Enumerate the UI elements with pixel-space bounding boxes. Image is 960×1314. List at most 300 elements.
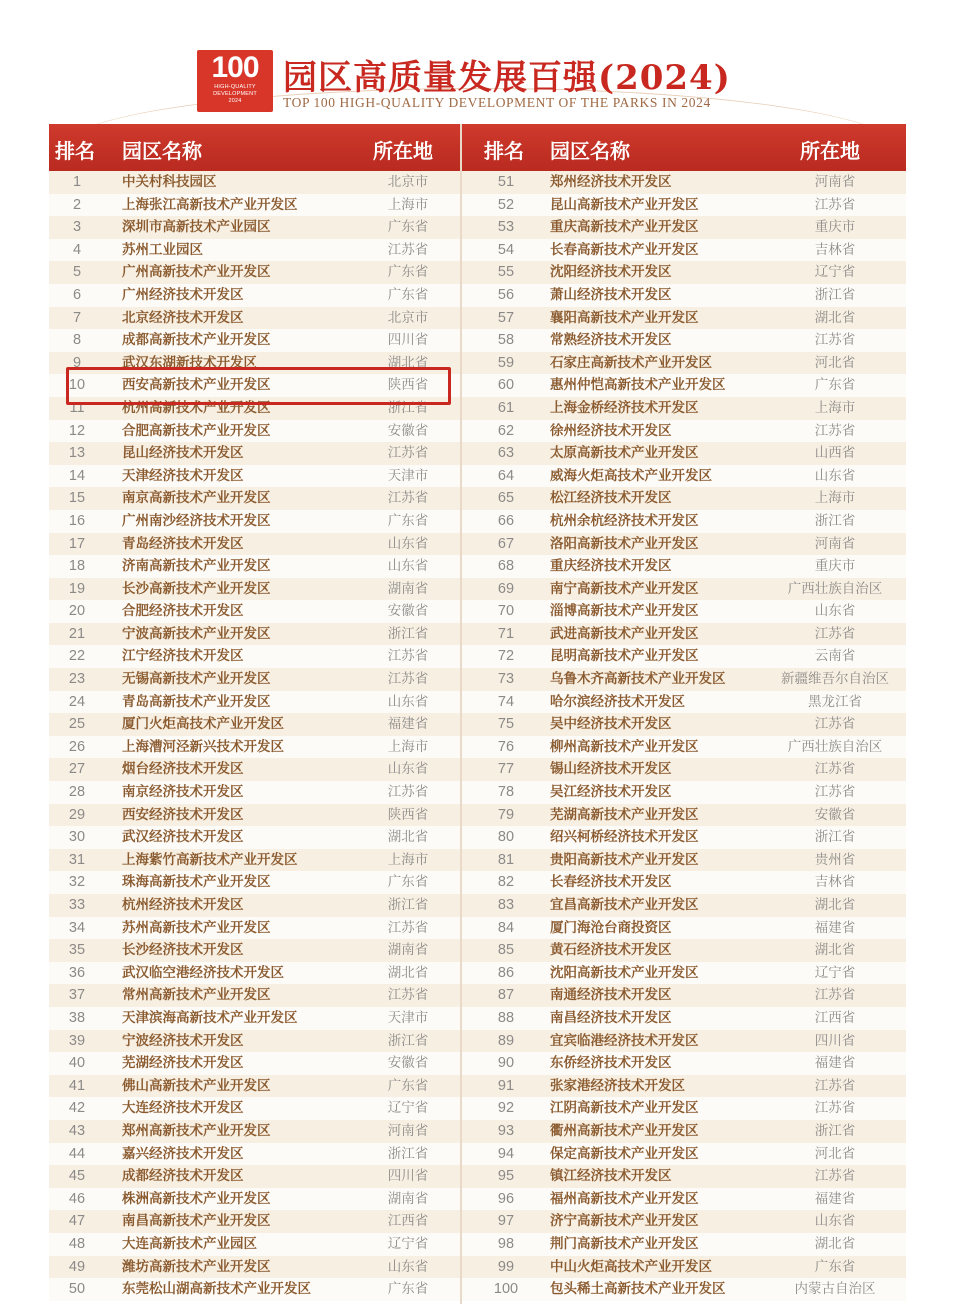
- park-name-cell: 衢州高新技术产业开发区: [550, 1122, 699, 1139]
- rank-cell: 10: [68, 377, 86, 394]
- park-name-cell: 株洲高新技术产业开发区: [122, 1190, 271, 1207]
- table-row: [49, 713, 484, 736]
- logo-text-line2: DEVELOPMENT: [213, 91, 257, 97]
- table-row: [464, 239, 906, 262]
- location-cell: 河北省: [814, 354, 856, 371]
- location-cell: 湖北省: [387, 964, 429, 981]
- location-cell: 江苏省: [814, 784, 856, 801]
- table-row: [49, 645, 484, 668]
- table-row: [464, 962, 906, 985]
- location-cell: 湖北省: [387, 829, 429, 846]
- location-cell: 安徽省: [387, 603, 429, 620]
- park-name-cell: 吴中经济技术开发区: [550, 716, 672, 733]
- park-name-cell: 长春经济技术开发区: [550, 874, 672, 891]
- rank-cell: 58: [497, 332, 515, 349]
- rank-cell: 86: [497, 964, 515, 981]
- table-row: [49, 736, 484, 759]
- park-name-cell: 中山火炬高技术产业开发区: [550, 1258, 712, 1275]
- rank-cell: 21: [68, 625, 86, 642]
- park-name-cell: 天津滨海高新技术产业开发区: [122, 1009, 298, 1026]
- location-cell: 上海市: [387, 196, 429, 213]
- rank-cell: 81: [497, 851, 515, 868]
- location-cell: 浙江省: [387, 897, 429, 913]
- park-name-cell: 杭州经济技术开发区: [122, 897, 244, 913]
- park-name-cell: 绍兴柯桥经济技术开发区: [550, 829, 699, 846]
- park-name-cell: 洛阳高新技术产业开发区: [550, 535, 699, 552]
- rank-cell: 7: [72, 309, 82, 326]
- rank-cell: 88: [497, 1009, 515, 1026]
- table-row: [464, 578, 906, 601]
- park-name-cell: 西安高新技术产业开发区: [122, 377, 271, 394]
- location-cell: 广东省: [387, 1281, 429, 1298]
- location-cell: 辽宁省: [387, 1100, 429, 1117]
- table-row: [464, 600, 906, 623]
- location-cell: 山东省: [387, 761, 429, 778]
- park-name-cell: 南昌高新技术产业开发区: [122, 1213, 271, 1230]
- table-row: [464, 487, 906, 510]
- logo-text-line1: HIGH-QUALITY: [214, 84, 256, 90]
- rank-cell: 2: [72, 196, 82, 213]
- rank-cell: 18: [68, 558, 86, 575]
- table-row: [464, 1052, 906, 1075]
- table-row: [464, 1278, 906, 1301]
- header-location: 所在地: [373, 139, 433, 163]
- table-row: [49, 849, 484, 872]
- park-name-cell: 沈阳高新技术产业开发区: [550, 964, 699, 981]
- park-name-cell: 东莞松山湖高新技术产业开发区: [122, 1281, 311, 1298]
- table-row: [464, 668, 906, 691]
- rank-cell: 71: [497, 625, 515, 642]
- table-row: [49, 1097, 484, 1120]
- rank-cell: 94: [497, 1145, 515, 1162]
- location-cell: 湖北省: [814, 897, 856, 913]
- table-row: [49, 442, 484, 465]
- park-name-cell: 广州高新技术产业开发区: [122, 264, 271, 281]
- rank-cell: 27: [68, 761, 86, 778]
- location-cell: 浙江省: [814, 286, 856, 303]
- rank-cell: 4: [72, 241, 82, 258]
- logo-text-line3: 2024: [228, 98, 242, 104]
- location-cell: 江苏省: [387, 445, 429, 462]
- location-cell: 广西壮族自治区: [787, 738, 883, 755]
- park-name-cell: 大连高新技术产业园区: [122, 1235, 257, 1252]
- table-row: [464, 442, 906, 465]
- header-rank: 排名: [484, 139, 524, 163]
- table-row: [464, 1256, 906, 1279]
- location-cell: 新疆维吾尔自治区: [781, 671, 889, 688]
- rank-cell: 56: [497, 286, 515, 303]
- location-cell: 湖南省: [387, 1190, 429, 1207]
- location-cell: 广东省: [387, 286, 429, 303]
- park-name-cell: 武汉东湖新技术开发区: [122, 354, 257, 371]
- table-row: [464, 623, 906, 646]
- location-cell: 山东省: [814, 603, 856, 620]
- park-name-cell: 昆明高新技术产业开发区: [550, 648, 699, 665]
- table-row: [49, 578, 484, 601]
- rank-cell: 73: [497, 671, 515, 688]
- park-name-cell: 佛山高新技术产业开发区: [122, 1077, 271, 1094]
- table-row: [49, 804, 484, 827]
- table-row: [49, 984, 484, 1007]
- location-cell: 重庆市: [814, 219, 856, 236]
- location-cell: 上海市: [814, 399, 856, 416]
- park-name-cell: 淄博高新技术产业开发区: [550, 603, 699, 620]
- table-row: [49, 487, 484, 510]
- table-row: [49, 826, 484, 849]
- table-row: [49, 1188, 484, 1211]
- location-cell: 山东省: [387, 1258, 429, 1275]
- location-cell: 广东省: [814, 377, 856, 394]
- location-cell: 江西省: [387, 1213, 429, 1230]
- table-row: [49, 600, 484, 623]
- rank-cell: 69: [497, 580, 515, 597]
- location-cell: 广东省: [387, 1077, 429, 1094]
- table-row: [464, 555, 906, 578]
- park-name-cell: 重庆高新技术产业开发区: [550, 219, 699, 236]
- location-cell: 黑龙江省: [808, 693, 862, 710]
- rank-cell: 77: [497, 761, 515, 778]
- rank-cell: 23: [68, 671, 86, 688]
- rank-cell: 47: [68, 1213, 86, 1230]
- rank-cell: 48: [68, 1235, 86, 1252]
- table-body: [49, 171, 484, 1301]
- location-cell: 安徽省: [387, 1055, 429, 1072]
- park-name-cell: 珠海高新技术产业开发区: [122, 874, 271, 891]
- rank-cell: 75: [497, 716, 515, 733]
- location-cell: 辽宁省: [387, 1235, 429, 1252]
- park-name-cell: 江宁经济技术开发区: [122, 648, 244, 665]
- rank-cell: 64: [497, 467, 515, 484]
- table-header: [464, 124, 906, 171]
- location-cell: 江苏省: [814, 761, 856, 778]
- park-name-cell: 襄阳高新技术产业开发区: [550, 309, 699, 326]
- location-cell: 江苏省: [387, 671, 429, 688]
- rank-cell: 53: [497, 219, 515, 236]
- header-park-name: 园区名称: [550, 139, 630, 163]
- park-name-cell: 乌鲁木齐高新技术产业开发区: [550, 671, 726, 688]
- rank-cell: 14: [68, 467, 86, 484]
- park-name-cell: 嘉兴经济技术开发区: [122, 1145, 244, 1162]
- park-name-cell: 芜湖经济技术开发区: [122, 1055, 244, 1072]
- rank-cell: 83: [497, 897, 515, 913]
- table-row: [49, 216, 484, 239]
- park-name-cell: 广州经济技术开发区: [122, 286, 244, 303]
- location-cell: 江苏省: [814, 332, 856, 349]
- table-row: [464, 1030, 906, 1053]
- rank-cell: 36: [68, 964, 86, 981]
- rank-cell: 67: [497, 535, 515, 552]
- location-cell: 江苏省: [814, 422, 856, 439]
- location-cell: 河南省: [387, 1122, 429, 1139]
- table-row: [464, 465, 906, 488]
- park-name-cell: 潍坊高新技术产业开发区: [122, 1258, 271, 1275]
- location-cell: 福建省: [814, 1190, 856, 1207]
- rank-cell: 44: [68, 1145, 86, 1162]
- table-row: [464, 826, 906, 849]
- location-cell: 江苏省: [814, 1100, 856, 1117]
- table-row: [464, 1143, 906, 1166]
- park-name-cell: 锡山经济技术开发区: [550, 761, 672, 778]
- rank-cell: 68: [497, 558, 515, 575]
- location-cell: 江苏省: [814, 1077, 856, 1094]
- page-title: 园区高质量发展百强(2024): [283, 58, 731, 98]
- table-row: [464, 713, 906, 736]
- table-row: [464, 1165, 906, 1188]
- top-100-logo: [197, 50, 273, 112]
- table-row: [49, 781, 484, 804]
- rank-cell: 57: [497, 309, 515, 326]
- table-row: [49, 1052, 484, 1075]
- park-name-cell: 上海金桥经济技术开发区: [550, 399, 699, 416]
- location-cell: 江苏省: [387, 241, 429, 258]
- location-cell: 云南省: [814, 648, 856, 665]
- header-park-name: 园区名称: [122, 139, 202, 163]
- table-row: [49, 465, 484, 488]
- location-cell: 浙江省: [387, 1145, 429, 1162]
- table-row: [49, 284, 484, 307]
- location-cell: 福建省: [814, 919, 856, 936]
- park-name-cell: 昆山高新技术产业开发区: [550, 196, 699, 213]
- park-name-cell: 中关村科技园区: [122, 174, 217, 190]
- park-name-cell: 南宁高新技术产业开发区: [550, 580, 699, 597]
- location-cell: 浙江省: [387, 625, 429, 642]
- table-row: [49, 939, 484, 962]
- rank-cell: 52: [497, 196, 515, 213]
- table-row: [464, 871, 906, 894]
- location-cell: 陕西省: [387, 806, 429, 823]
- table-row: [464, 781, 906, 804]
- table-row: [464, 307, 906, 330]
- table-row: [49, 871, 484, 894]
- park-name-cell: 青岛高新技术产业开发区: [122, 693, 271, 710]
- location-cell: 贵州省: [814, 851, 856, 868]
- location-cell: 内蒙古自治区: [794, 1281, 876, 1298]
- park-name-cell: 柳州高新技术产业开发区: [550, 738, 699, 755]
- table-row: [49, 691, 484, 714]
- rank-cell: 60: [497, 377, 515, 394]
- park-name-cell: 北京经济技术开发区: [122, 309, 244, 326]
- location-cell: 浙江省: [387, 1032, 429, 1049]
- rank-cell: 41: [68, 1077, 86, 1094]
- park-name-cell: 宜宾临港经济技术开发区: [550, 1032, 699, 1049]
- location-cell: 河北省: [814, 1145, 856, 1162]
- location-cell: 安徽省: [814, 806, 856, 823]
- park-name-cell: 青岛经济技术开发区: [122, 535, 244, 552]
- park-name-cell: 南昌经济技术开发区: [550, 1009, 672, 1026]
- rank-cell: 49: [68, 1258, 86, 1275]
- rank-cell: 1: [72, 174, 82, 190]
- park-name-cell: 包头稀土高新技术产业开发区: [550, 1281, 726, 1298]
- location-cell: 湖北省: [814, 942, 856, 959]
- rank-cell: 16: [68, 512, 86, 529]
- location-cell: 广东省: [387, 512, 429, 529]
- location-cell: 福建省: [814, 1055, 856, 1072]
- rank-cell: 50: [68, 1281, 86, 1298]
- location-cell: 上海市: [387, 851, 429, 868]
- park-name-cell: 惠州仲恺高新技术产业开发区: [550, 377, 726, 394]
- table-row: [464, 1233, 906, 1256]
- table-row: [464, 917, 906, 940]
- park-name-cell: 西安经济技术开发区: [122, 806, 244, 823]
- table-row: [464, 329, 906, 352]
- location-cell: 北京市: [387, 309, 429, 326]
- page-header: [0, 0, 960, 122]
- location-cell: 广西壮族自治区: [787, 580, 883, 597]
- rank-cell: 24: [68, 693, 86, 710]
- location-cell: 上海市: [387, 738, 429, 755]
- location-cell: 湖南省: [387, 942, 429, 959]
- table-row: [464, 849, 906, 872]
- rank-cell: 34: [68, 919, 86, 936]
- location-cell: 辽宁省: [814, 264, 856, 281]
- park-name-cell: 厦门火炬高技术产业开发区: [122, 716, 284, 733]
- park-name-cell: 松江经济技术开发区: [550, 490, 672, 507]
- location-cell: 江苏省: [814, 196, 856, 213]
- rank-cell: 76: [497, 738, 515, 755]
- location-cell: 福建省: [387, 716, 429, 733]
- rank-cell: 72: [497, 648, 515, 665]
- park-name-cell: 大连经济技术开发区: [122, 1100, 244, 1117]
- park-name-cell: 郑州高新技术产业开发区: [122, 1122, 271, 1139]
- rank-cell: 89: [497, 1032, 515, 1049]
- table-row: [49, 668, 484, 691]
- rank-cell: 20: [68, 603, 86, 620]
- location-cell: 江苏省: [387, 490, 429, 507]
- rank-cell: 30: [68, 829, 86, 846]
- table-row: [49, 420, 484, 443]
- rank-cell: 74: [497, 693, 515, 710]
- park-name-cell: 武汉经济技术开发区: [122, 829, 244, 846]
- park-name-cell: 厦门海沧台商投资区: [550, 919, 672, 936]
- park-name-cell: 威海火炬高技术产业开发区: [550, 467, 712, 484]
- rank-cell: 5: [72, 264, 82, 281]
- location-cell: 河南省: [814, 174, 856, 190]
- rank-cell: 80: [497, 829, 515, 846]
- rank-cell: 93: [497, 1122, 515, 1139]
- park-name-cell: 杭州余杭经济技术开发区: [550, 512, 699, 529]
- rank-cell: 91: [497, 1077, 515, 1094]
- rank-cell: 26: [68, 738, 86, 755]
- park-name-cell: 上海漕河泾新兴技术开发区: [122, 738, 284, 755]
- table-row: [464, 804, 906, 827]
- rank-cell: 84: [497, 919, 515, 936]
- ranking-table-right: [464, 124, 906, 1301]
- location-cell: 上海市: [814, 490, 856, 507]
- location-cell: 山西省: [814, 445, 856, 462]
- park-name-cell: 福州高新技术产业开发区: [550, 1190, 699, 1207]
- table-row: [464, 691, 906, 714]
- location-cell: 浙江省: [814, 1122, 856, 1139]
- location-cell: 四川省: [387, 332, 429, 349]
- ranking-table-left: [49, 124, 484, 1301]
- location-cell: 江苏省: [814, 987, 856, 1004]
- rank-cell: 39: [68, 1032, 86, 1049]
- table-row: [49, 261, 484, 284]
- header-rank: 排名: [55, 139, 95, 163]
- location-cell: 广东省: [387, 219, 429, 236]
- rank-cell: 25: [68, 716, 86, 733]
- rank-cell: 92: [497, 1100, 515, 1117]
- park-name-cell: 成都经济技术开发区: [122, 1168, 244, 1185]
- table-row: [49, 239, 484, 262]
- park-name-cell: 张家港经济技术开发区: [550, 1077, 685, 1094]
- rank-cell: 35: [68, 942, 86, 959]
- rank-cell: 59: [497, 354, 515, 371]
- table-row: [464, 984, 906, 1007]
- park-name-cell: 贵阳高新技术产业开发区: [550, 851, 699, 868]
- park-name-cell: 重庆经济技术开发区: [550, 558, 672, 575]
- highlight-box-rank-10: [66, 367, 451, 405]
- rank-cell: 82: [497, 874, 515, 891]
- rank-cell: 99: [497, 1258, 515, 1275]
- park-name-cell: 镇江经济技术开发区: [550, 1168, 672, 1185]
- table-row: [49, 194, 484, 217]
- table-row: [464, 736, 906, 759]
- rank-cell: 70: [497, 603, 515, 620]
- table-row: [464, 284, 906, 307]
- park-name-cell: 石家庄高新技术产业开发区: [550, 354, 712, 371]
- rank-cell: 15: [68, 490, 86, 507]
- rank-cell: 22: [68, 648, 86, 665]
- table-row: [49, 623, 484, 646]
- park-name-cell: 南京经济技术开发区: [122, 784, 244, 801]
- rank-cell: 51: [497, 174, 515, 190]
- location-cell: 江苏省: [814, 716, 856, 733]
- table-row: [464, 1210, 906, 1233]
- park-name-cell: 萧山经济技术开发区: [550, 286, 672, 303]
- location-cell: 山东省: [814, 1213, 856, 1230]
- table-row: [49, 1256, 484, 1279]
- table-row: [464, 420, 906, 443]
- location-cell: 辽宁省: [814, 964, 856, 981]
- rank-cell: 11: [69, 399, 85, 416]
- location-cell: 北京市: [387, 174, 429, 190]
- location-cell: 广东省: [387, 874, 429, 891]
- location-cell: 重庆市: [814, 558, 856, 575]
- park-name-cell: 合肥高新技术产业开发区: [122, 422, 271, 439]
- rank-cell: 65: [497, 490, 515, 507]
- park-name-cell: 无锡高新技术产业开发区: [122, 671, 271, 688]
- location-cell: 江西省: [814, 1009, 856, 1026]
- rank-cell: 95: [497, 1168, 515, 1185]
- rank-cell: 29: [68, 806, 86, 823]
- table-row: [464, 1075, 906, 1098]
- table-row: [464, 1007, 906, 1030]
- location-cell: 湖北省: [814, 309, 856, 326]
- table-row: [464, 645, 906, 668]
- park-name-cell: 长春高新技术产业开发区: [550, 241, 699, 258]
- rank-cell: 96: [497, 1190, 515, 1207]
- rank-cell: 38: [68, 1009, 86, 1026]
- location-cell: 天津市: [387, 467, 429, 484]
- rank-cell: 66: [497, 512, 515, 529]
- rank-cell: 62: [497, 422, 515, 439]
- table-row: [49, 1165, 484, 1188]
- park-name-cell: 武进高新技术产业开发区: [550, 625, 699, 642]
- park-name-cell: 苏州高新技术产业开发区: [122, 919, 271, 936]
- table-row: [49, 758, 484, 781]
- table-row: [464, 1120, 906, 1143]
- park-name-cell: 常熟经济技术开发区: [550, 332, 672, 349]
- rank-cell: 42: [68, 1100, 86, 1117]
- park-name-cell: 沈阳经济技术开发区: [550, 264, 672, 281]
- rank-cell: 32: [68, 874, 86, 891]
- rank-cell: 87: [497, 987, 515, 1004]
- rank-cell: 85: [497, 942, 515, 959]
- table-row: [49, 1278, 484, 1301]
- table-row: [49, 894, 484, 917]
- park-name-cell: 宜昌高新技术产业开发区: [550, 897, 699, 913]
